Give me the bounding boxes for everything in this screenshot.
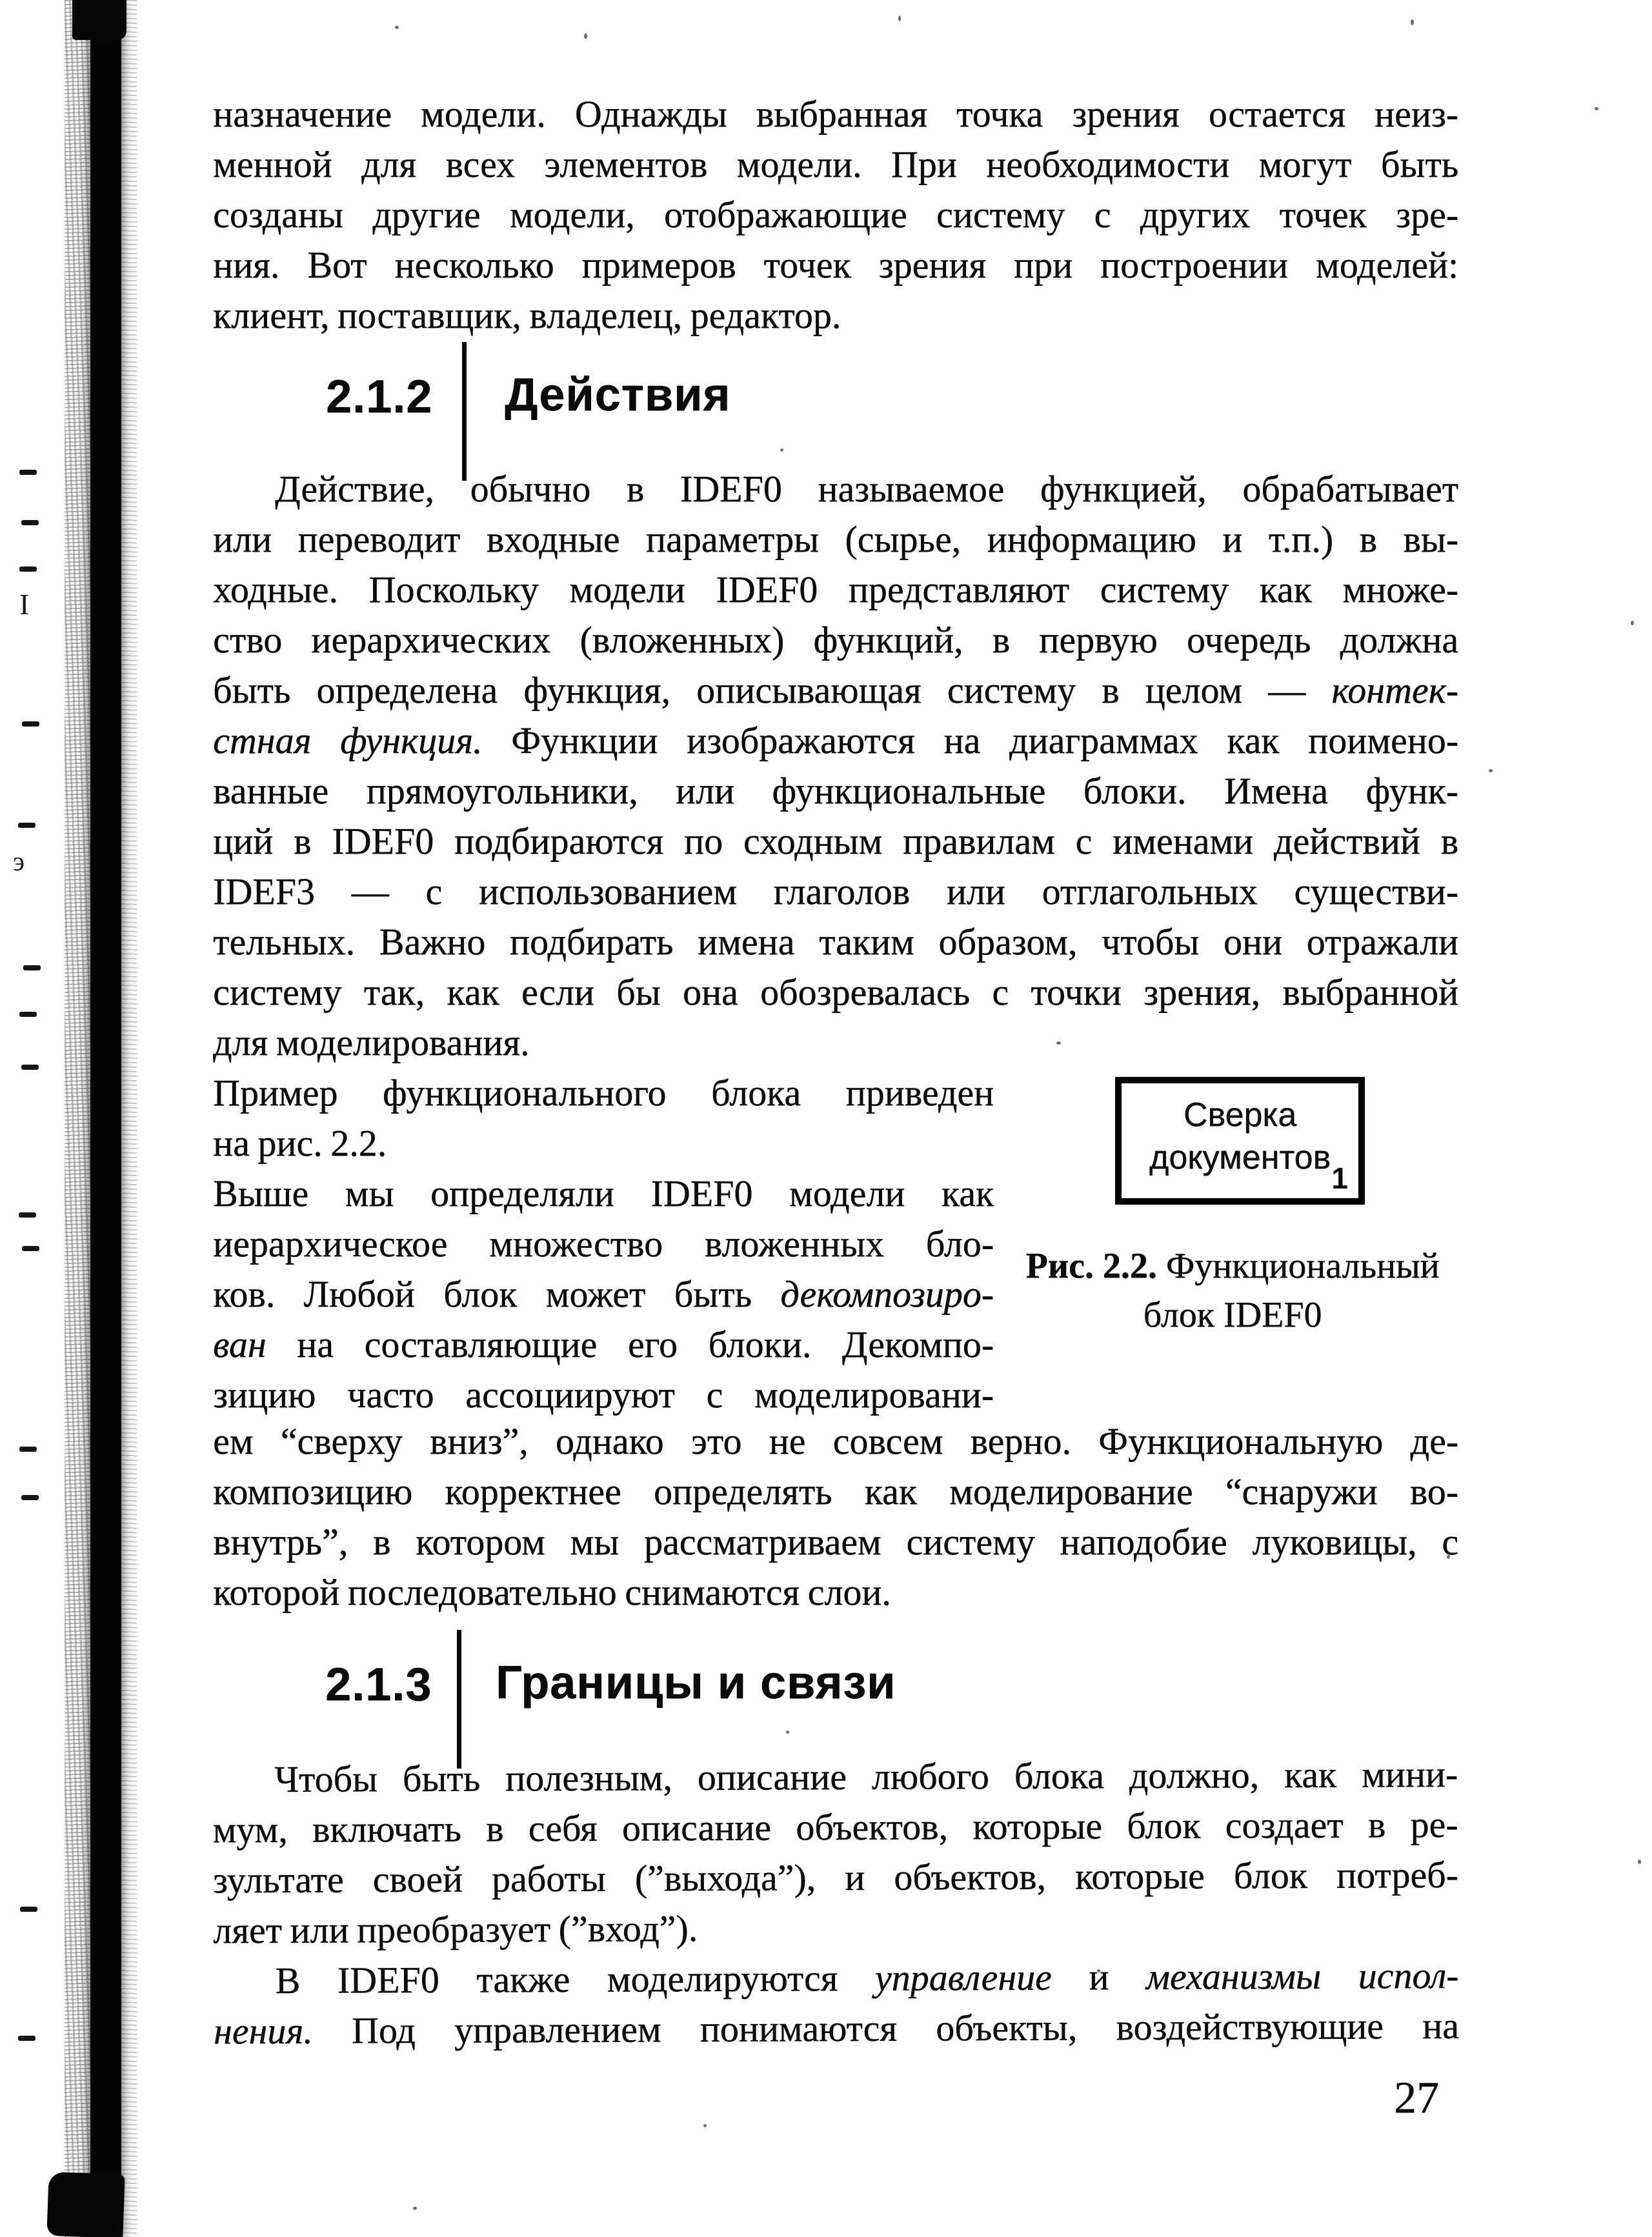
paragraph-beside-figure [213,1068,994,1420]
scan-mark [18,823,35,828]
text-line: документов [1149,1139,1331,1176]
text-line: ния. Вот несколько примеров точек зрения при построении моделей: [213,244,1458,286]
text-line: стная функция. Функции изображаются на диаграммах как поимено- [213,719,1458,761]
scan-glyph-i: I [19,588,30,621]
text-line: ем “сверху вниз”, однако это не совсем верно. Функциональную де- [213,1420,1458,1462]
text-line: IDEF3 — с использованием глаголов или отглагольных существи- [213,870,1458,912]
scan-speck [584,34,587,39]
binding-gutter-speckle [65,0,93,2237]
scan-mark [21,1065,39,1070]
text-line: Сверка [1183,1096,1297,1134]
paragraph-model-purpose [213,89,1458,341]
scan-mark [21,1495,39,1500]
function-block-number: 1 [1331,1161,1348,1195]
scan-mark [22,721,39,727]
text-line: назначение модели. Однажды выбранная точка зрения остается неиз- [213,93,1458,135]
section-number-2-1-2: 2.1.2 [326,371,433,423]
scan-speck [786,1730,789,1734]
paragraph-decomposition [213,1416,1458,1618]
text-line: мум, включать в себя описание объектов, которые блок создает в ре- [212,1803,1458,1851]
section-title-boundaries: Границы и связи [496,1657,896,1709]
scan-speck [1411,19,1414,25]
scan-speck [1595,107,1598,110]
binding-gutter-top [72,0,126,40]
binding-gutter-bottom [46,2172,125,2237]
scan-speck [395,26,399,29]
text-line: внутрь”, в котором мы рассматриваем систему наподобие луковицы, с [213,1521,1458,1563]
scan-speck [1489,769,1493,772]
text-line: ство иерархических (вложенных) функций, в первую очередь должна [213,619,1458,661]
text-line: ван на составляющие его блоки. Декомпо- [213,1323,994,1365]
text-line: Действие, обычно в IDEF0 называемое функцией, обрабатывает [275,468,1458,510]
text-line: быть определена функция, описывающая систему в целом — контек- [213,669,1458,711]
section-title-actions: Действия [505,369,731,421]
text-line: зультате своей работы (”выхода”), и объектов, которые блок потреб- [212,1853,1458,1901]
scan-glyph-e: э [13,847,25,877]
scan-speck [1638,1860,1641,1864]
text-line: созданы другие модели, отображающие систему с других точек зре- [213,194,1458,236]
text-line: менной для всех элементов модели. При необходимости могут быть [213,143,1458,185]
scan-speck [703,2124,707,2127]
scan-mark [21,520,39,525]
paragraph-boundaries [212,1749,1459,2056]
text-line: на рис. 2.2. [213,1122,387,1164]
text-line: нения. Под управлением понимаются объекты, воздействующие на [213,2004,1459,2052]
idef0-function-block-figure [1115,1077,1365,1205]
text-line: тельных. Важно подбирать имена таким образом, чтобы они отражали [213,921,1458,963]
text-line: иерархическое множество вложенных бло- [213,1223,994,1265]
scan-mark [23,965,41,970]
text-line: ков. Любой блок может быть декомпозиро- [213,1273,994,1315]
function-block-label [1122,1094,1358,1179]
section-number-2-1-3: 2.1.3 [325,1659,432,1710]
text-line: Пример функционального блока приведен [213,1072,994,1114]
scan-speck [1631,621,1634,625]
text-line: систему так, как если бы она обозревалась с точки зрения, выбранной [213,971,1458,1013]
text-line: ванные прямоугольники, или функциональные блоки. Имена функ- [213,770,1458,812]
text-line: Чтобы быть полезным, описание любого блока должно, как мини- [274,1752,1458,1800]
scan-mark [19,567,37,572]
text-line: блок IDEF0 [1143,1295,1322,1335]
text-line: Выше мы определяли IDEF0 модели как [213,1172,994,1214]
text-line: клиент, поставщик, владелец, редактор. [213,294,841,336]
text-line: или переводит входные параметры (сырье, информацию и т.п.) в вы- [213,518,1458,560]
binding-gutter-speckle [120,0,137,2237]
text-line: ходные. Поскольку модели IDEF0 представляют систему как множе- [213,568,1458,610]
binding-gutter [90,0,121,2237]
text-line: зицию часто ассоциируют с моделировани- [213,1374,994,1416]
scan-mark [20,1907,37,1912]
heading-divider-bar [462,342,467,481]
text-line: В IDEF0 также моделируются управление и механизмы испол- [275,1954,1459,2001]
text-line: композицию корректнее определять как моделирование “снаружи во- [213,1470,1458,1512]
scan-mark [19,1447,37,1452]
scan-mark [19,1212,36,1218]
text-line: ляет или преобразует (”вход”). [213,1907,698,1952]
scan-speck [780,448,783,452]
paragraph-actions [213,464,1458,1068]
scan-mark [22,1246,39,1251]
scan-speck [413,2207,417,2210]
heading-divider-bar [457,1630,461,1769]
scan-mark [18,2036,35,2041]
scan-mark [19,1012,37,1017]
text-line: ций в IDEF0 подбираются по сходным правилам с именами действий в [213,820,1458,862]
figure-caption [1013,1241,1452,1339]
text-line: Рис. 2.2. Функциональный [1025,1246,1440,1286]
scan-mark [19,470,37,475]
text-line: которой последовательно снимаются слои. [213,1571,891,1613]
page-number: 27 [1394,2073,1439,2123]
text-line: для моделирования. [213,1021,530,1063]
scan-speck [898,15,901,21]
